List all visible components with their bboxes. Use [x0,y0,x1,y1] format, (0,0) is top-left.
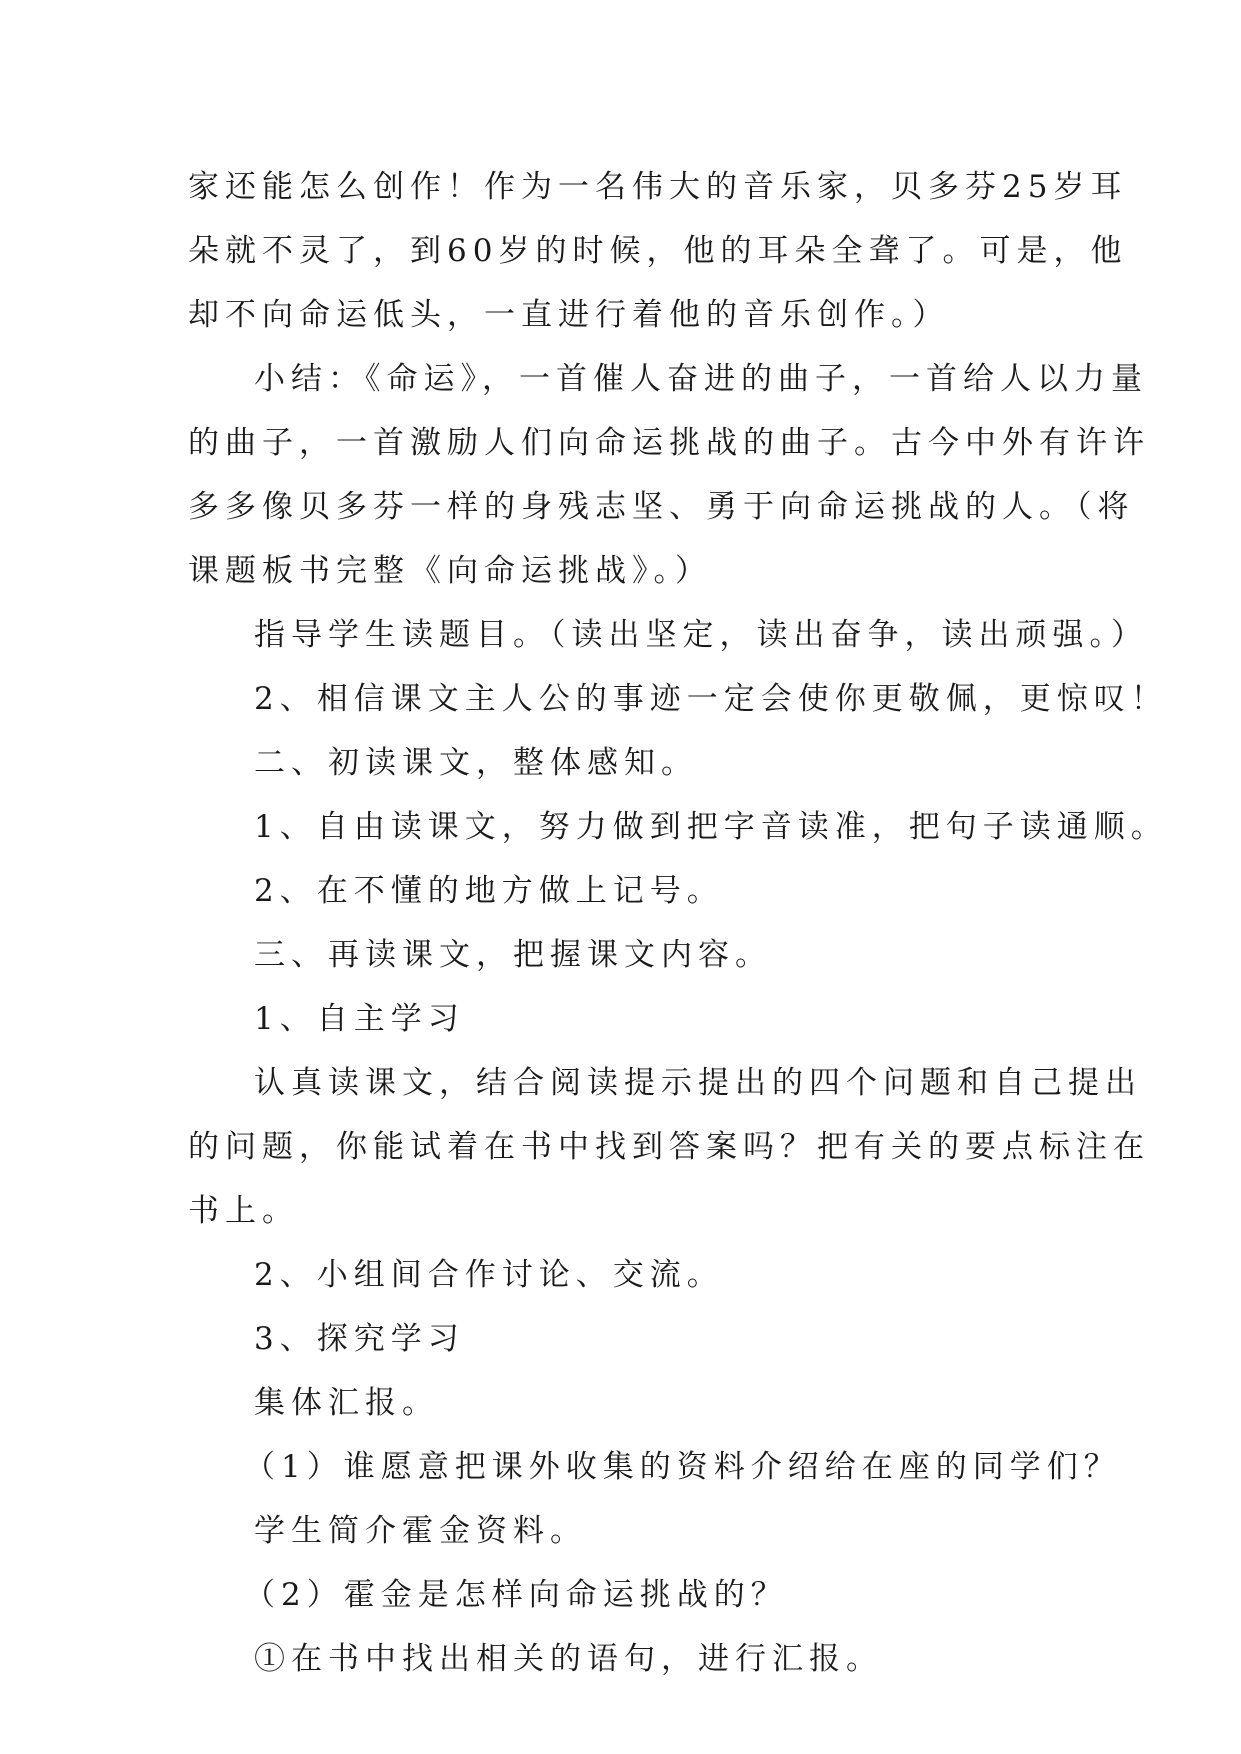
summary-paragraph: 小结：《命运》，一首催人奋进的曲子，一首给人以力量 [254,361,1148,397]
text-line: 学生简介霍金资料。 [254,1513,587,1549]
text-line: 1、自由读课文，努力做到把字音读准，把句子读通顺。 [254,809,1168,845]
text-line: 多多像贝多芬一样的身残志坚、勇于向命运挑战的人。（将 [188,489,1135,525]
section-heading: 二、初读课文，整体感知。 [254,745,698,781]
text-line: 集体汇报。 [254,1385,439,1421]
text-line: 2、在不懂的地方做上记号。 [254,873,724,909]
text-line: （2）霍金是怎样向命运挑战的？ [244,1577,788,1613]
text-line: ①在书中找出相关的语句，进行汇报。 [254,1641,883,1677]
section-heading: 三、再读课文，把握课文内容。 [254,937,772,973]
text-line: 2、相信课文主人公的事迹一定会使你更敬佩，更惊叹！ [254,681,1168,717]
text-line: 2、小组间合作讨论、交流。 [254,1257,724,1293]
text-line: 的曲子，一首激励人们向命运挑战的曲子。古今中外有许许 [188,425,1150,461]
text-line: 朵就不灵了，到60岁的时候，他的耳朵全聋了。可是，他 [188,233,1128,269]
text-line: 指导学生读题目。（读出坚定，读出奋争，读出顽强。） [254,617,1148,653]
text-line: 1、自主学习 [254,1001,465,1037]
document-body [188,155,1168,1691]
text-line: 书上。 [188,1193,299,1229]
text-line: 的问题，你能试着在书中找到答案吗？把有关的要点标注在 [188,1129,1150,1165]
text-line: 却不向命运低头，一直进行着他的音乐创作。） [188,297,950,333]
text-line: 课题板书完整《向命运挑战》。） [188,553,712,589]
text-line: 认真读课文，结合阅读提示提出的四个问题和自己提出 [254,1065,1142,1101]
text-line: （1）谁愿意把课外收集的资料介绍给在座的同学们？ [244,1449,1121,1485]
text-line: 家还能怎么创作！作为一名伟大的音乐家，贝多芬25岁耳 [188,169,1128,205]
text-line: 3、探究学习 [254,1321,465,1357]
